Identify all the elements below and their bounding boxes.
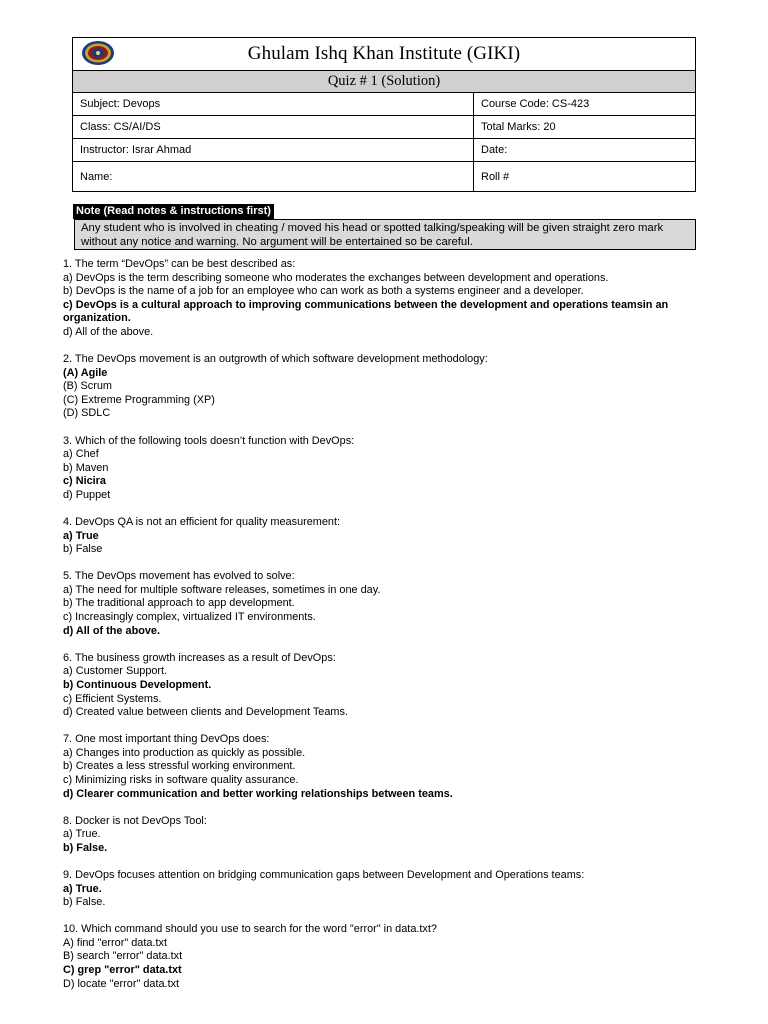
question-block xyxy=(63,869,713,910)
option: (D) SDLC xyxy=(63,407,111,420)
option: a) Customer Support. xyxy=(63,665,168,678)
info-row-instructor xyxy=(73,138,695,161)
correct-option: a) True xyxy=(63,529,99,542)
question-text: 4. DevOps QA is not an efficient for quality measurement: xyxy=(63,516,341,528)
total-marks-cell: Total Marks: 20 xyxy=(481,121,556,133)
questions-list xyxy=(63,258,713,1005)
option: a) Chef xyxy=(63,448,99,461)
correct-option: b) False. xyxy=(63,841,108,854)
date-cell: Date: xyxy=(481,144,508,156)
option: a) DevOps is the term describing someone who moderates the exchanges between development and operations. xyxy=(63,271,609,284)
option: b) Maven xyxy=(63,461,109,474)
option: d) All of the above. xyxy=(63,325,154,338)
option: a) The need for multiple software releases, sometimes in one day. xyxy=(63,583,381,596)
institute-title: Ghulam Ishq Khan Institute (GIKI) xyxy=(247,43,521,64)
option: A) find "error" data.txt xyxy=(63,936,167,949)
question-text: 5. The DevOps movement has evolved to solve: xyxy=(63,570,295,583)
correct-option: C) grep "error" data.txt xyxy=(63,964,182,977)
option: b) DevOps is the name of a job for an employee who can work as both a systems engineer and a developer. xyxy=(63,285,584,298)
question-text: 3. Which of the following tools doesn’t function with DevOps: xyxy=(63,434,355,447)
quiz-title: Quiz # 1 (Solution) xyxy=(327,73,441,89)
question-block xyxy=(63,516,713,557)
correct-option: b) Continuous Development. xyxy=(63,678,212,691)
course-code-cell: Course Code: CS-423 xyxy=(481,98,590,110)
info-row-class xyxy=(73,115,695,138)
option: d) Created value between clients and Development Teams. xyxy=(63,706,348,719)
question-block xyxy=(63,353,713,421)
option: c) Increasingly complex, virtualized IT environments. xyxy=(63,611,316,624)
question-text: 10. Which command should you use to search for the word "error" in data.txt? xyxy=(63,923,437,936)
option: b) The traditional approach to app development. xyxy=(63,597,295,610)
subject-cell: Subject: Devops xyxy=(73,93,474,115)
roll-cell: Roll # xyxy=(481,170,510,183)
correct-option: (A) Agile xyxy=(63,366,108,379)
option: D) locate "error" data.txt xyxy=(63,977,180,990)
name-cell: Name: xyxy=(73,162,474,191)
question-block xyxy=(63,258,713,340)
question-text: 7. One most important thing DevOps does: xyxy=(63,733,270,746)
question-text: 8. Docker is not DevOps Tool: xyxy=(63,814,207,827)
institute-logo xyxy=(80,40,116,66)
note-label: Note (Read notes & instructions first) xyxy=(73,204,274,219)
option: b) False. xyxy=(63,896,106,909)
option: (C) Extreme Programming (XP) xyxy=(63,393,215,406)
question-block xyxy=(63,652,713,720)
option: b) False xyxy=(63,543,103,556)
option: d) Puppet xyxy=(63,488,111,501)
question-text: 1. The term “DevOps” can be best described as: xyxy=(63,258,296,270)
option: a) True. xyxy=(63,828,101,841)
correct-option: c) DevOps is a cultural approach to improving communications between the development and operations teamsin an organization. xyxy=(63,298,669,325)
quiz-title-row xyxy=(73,70,695,92)
correct-option: c) Nicira xyxy=(63,475,106,488)
option: c) Efficient Systems. xyxy=(63,692,162,705)
option: b) Creates a less stressful working environment. xyxy=(63,760,296,773)
title-row xyxy=(73,38,695,70)
option: B) search "error" data.txt xyxy=(63,950,183,963)
correct-option: d) All of the above. xyxy=(63,624,161,637)
question-block xyxy=(63,733,713,801)
option: a) Changes into production as quickly as possible. xyxy=(63,746,306,759)
question-text: 9. DevOps focuses attention on bridging communication gaps between Development and Operations teams: xyxy=(63,868,585,881)
question-block xyxy=(63,570,713,638)
instructor-cell: Instructor: Israr Ahmad xyxy=(73,139,474,161)
option: (B) Scrum xyxy=(63,380,113,393)
question-block xyxy=(63,435,713,503)
question-block xyxy=(63,815,713,856)
question-text: 2. The DevOps movement is an outgrowth of which software development methodology: xyxy=(63,353,488,366)
header-table xyxy=(72,37,696,192)
option: c) Minimizing risks in software quality assurance. xyxy=(63,774,299,786)
class-cell: Class: CS/AI/DS xyxy=(73,116,474,138)
correct-option: a) True. xyxy=(63,882,102,895)
info-row-subject xyxy=(73,92,695,115)
info-row-name xyxy=(73,161,695,191)
question-text: 6. The business growth increases as a result of DevOps: xyxy=(63,651,336,664)
question-block xyxy=(63,923,713,991)
note-box: Any student who is involved in cheating / moved his head or spotted talking/speaking will be given straight zero mark without any notice and warning. No argument will be entertained so be careful. xyxy=(74,219,696,250)
correct-option: d) Clearer communication and better working relationships between teams. xyxy=(63,787,453,800)
